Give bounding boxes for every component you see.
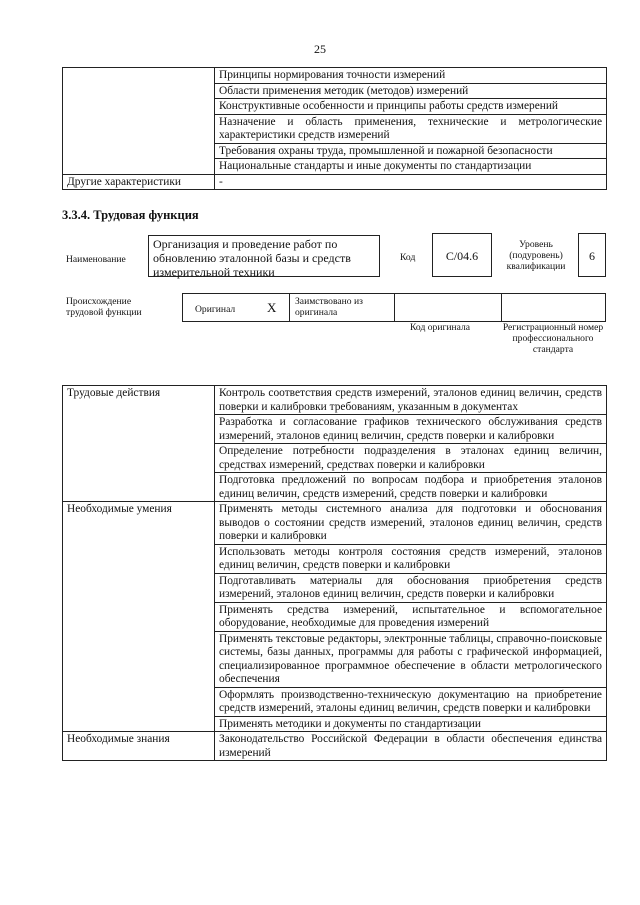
original-mark: X <box>267 300 277 315</box>
table-cell: Использовать методы контроля состояния средств измерений, эталонов единиц величин, средств поверки и калибровки <box>215 544 607 573</box>
reg-number-label: Регистрационный номер профессионального стандарта <box>502 322 604 355</box>
table-row <box>63 174 607 190</box>
table-cell: Подготавливать материалы для обоснования приобретения средств измерений, эталонов единиц величин, средств поверки и калибровки <box>215 573 607 602</box>
table-cell: Применять методы системного анализа для подготовки и обоснования выводов о состоянии средств измерений, эталонов единиц величин, средств поверки и калибровки <box>215 502 607 545</box>
table-cell: Разработка и согласование графиков технического обслуживания средств измерений, эталонов единиц величин, средств поверки и калибровки <box>215 415 607 444</box>
code-original-label: Код оригинала <box>410 322 471 333</box>
table-row <box>63 68 607 84</box>
table-cell: Требования охраны труда, промышленной и пожарной безопасности <box>215 143 607 159</box>
page-number: 25 <box>314 42 326 56</box>
divider <box>289 293 290 322</box>
main-table <box>62 385 607 761</box>
table-cell: Законодательство Российской Федерации в области обеспечения единства измерений <box>215 732 607 761</box>
table-cell: Применять методики и документы по стандартизации <box>215 716 607 732</box>
table-cell: Оформлять производственно-техническую документацию на приобретение средств измерений, эталоны единиц величин, средств поверки и калибровки <box>215 687 607 716</box>
original-label: Оригинал <box>195 304 236 315</box>
table-cell: Контроль соответствия средств измерений, эталонов единиц величин, средств поверки и калибровки требованиям, указанным в документах <box>215 386 607 415</box>
row-label-knowledge: Необходимые знания <box>63 732 215 761</box>
row-label-skills: Необходимые умения <box>63 502 215 732</box>
table-cell: Подготовка предложений по вопросам подбора и приобретения эталонов единиц величин, средств измерений, средств поверки и калибровки <box>215 473 607 502</box>
table-cell: - <box>215 174 607 190</box>
table-row <box>63 502 607 545</box>
table-cell: Определение потребности подразделения в эталонах единиц величин, средствах измерений, средствах поверки и калибровки <box>215 444 607 473</box>
divider <box>394 293 395 322</box>
name-label: Наименование <box>66 254 126 265</box>
table-cell: Назначение и область применения, технические и метрологические характеристики средств измерений <box>215 114 607 143</box>
table-cell: Конструктивные особенности и принципы работы средств измерений <box>215 99 607 115</box>
table-row <box>63 732 607 761</box>
origin-row <box>182 293 606 322</box>
level-label: Уровень (подуровень) квалификации <box>506 239 566 272</box>
borrowed-label: Заимствовано из оригинала <box>295 296 363 318</box>
table-row <box>63 386 607 415</box>
top-table <box>62 67 607 190</box>
code-label: Код <box>400 252 416 263</box>
table-cell: Применять текстовые редакторы, электронные таблицы, справочно-поисковые системы, базы данных, программы для работы с графической информацией, специализированное программное обеспечение в области метрологического обеспечения <box>215 631 607 687</box>
table-cell-label: Другие характеристики <box>63 174 215 190</box>
name-value: Организация и проведение работ по обновлению эталонной базы и средств измерительной техники <box>148 235 380 277</box>
code-value: С/04.6 <box>432 233 492 277</box>
origin-label: Происхождение трудовой функции <box>66 296 142 318</box>
divider <box>501 293 502 322</box>
table-cell-left <box>63 68 215 175</box>
table-cell: Применять средства измерений, испытательное и вспомогательное оборудование, необходимые для проведения измерений <box>215 602 607 631</box>
row-label-actions: Трудовые действия <box>63 386 215 502</box>
table-cell: Области применения методик (методов) измерений <box>215 83 607 99</box>
table-cell: Принципы нормирования точности измерений <box>215 68 607 84</box>
table-cell: Национальные стандарты и иные документы по стандартизации <box>215 159 607 175</box>
section-title: 3.3.4. Трудовая функция <box>62 208 199 222</box>
level-value: 6 <box>578 233 606 277</box>
